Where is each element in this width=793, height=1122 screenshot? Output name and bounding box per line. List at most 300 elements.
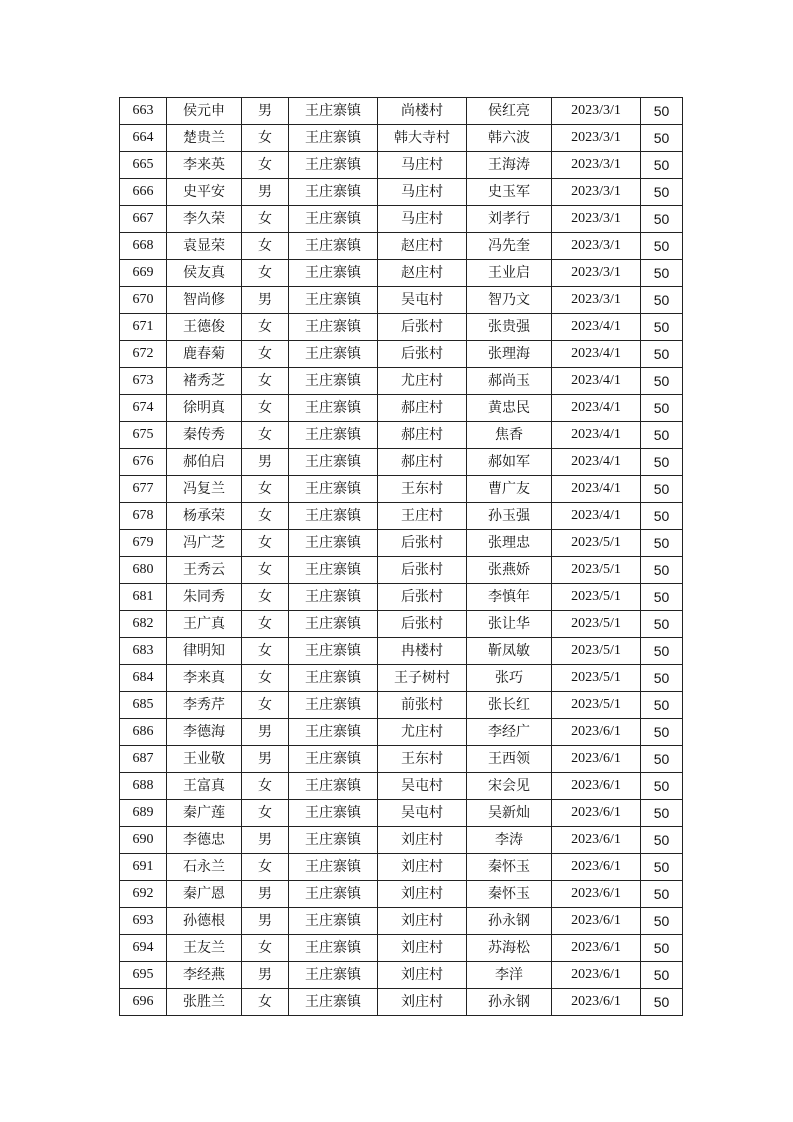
row-number-cell: 692 [120,881,167,908]
person-name-cell: 郝伯启 [167,449,242,476]
amount-cell: 50 [641,719,683,746]
amount-cell: 50 [641,395,683,422]
village-cell: 王东村 [378,476,467,503]
row-number-cell: 677 [120,476,167,503]
village-cell: 冉楼村 [378,638,467,665]
amount-cell: 50 [641,98,683,125]
person-name-cell: 李经燕 [167,962,242,989]
village-cell: 马庄村 [378,206,467,233]
row-number-cell: 683 [120,638,167,665]
amount-cell: 50 [641,449,683,476]
village-cell: 刘庄村 [378,908,467,935]
person-name-cell: 朱同秀 [167,584,242,611]
gender-cell: 女 [242,773,289,800]
town-cell: 王庄寨镇 [289,152,378,179]
town-cell: 王庄寨镇 [289,746,378,773]
village-cell: 尤庄村 [378,368,467,395]
row-number-cell: 678 [120,503,167,530]
person-name-cell: 王秀云 [167,557,242,584]
table-row [120,827,683,854]
town-cell: 王庄寨镇 [289,908,378,935]
agent-name-cell: 智乃文 [467,287,552,314]
town-cell: 王庄寨镇 [289,881,378,908]
amount-cell: 50 [641,260,683,287]
person-name-cell: 鹿春菊 [167,341,242,368]
person-name-cell: 冯复兰 [167,476,242,503]
town-cell: 王庄寨镇 [289,287,378,314]
amount-cell: 50 [641,773,683,800]
table-row [120,557,683,584]
person-name-cell: 冯广芝 [167,530,242,557]
village-cell: 王子树村 [378,665,467,692]
table-row [120,989,683,1016]
date-cell: 2023/5/1 [552,638,641,665]
row-number-cell: 689 [120,800,167,827]
table-row [120,206,683,233]
village-cell: 后张村 [378,557,467,584]
amount-cell: 50 [641,422,683,449]
table-row [120,881,683,908]
date-cell: 2023/6/1 [552,827,641,854]
agent-name-cell: 曹广友 [467,476,552,503]
person-name-cell: 杨承荣 [167,503,242,530]
town-cell: 王庄寨镇 [289,854,378,881]
row-number-cell: 676 [120,449,167,476]
table-row [120,908,683,935]
person-name-cell: 李久荣 [167,206,242,233]
agent-name-cell: 王西领 [467,746,552,773]
town-cell: 王庄寨镇 [289,368,378,395]
gender-cell: 男 [242,449,289,476]
person-name-cell: 徐明真 [167,395,242,422]
agent-name-cell: 李慎年 [467,584,552,611]
table-row [120,665,683,692]
date-cell: 2023/4/1 [552,314,641,341]
person-name-cell: 楚贵兰 [167,125,242,152]
person-name-cell: 王友兰 [167,935,242,962]
row-number-cell: 695 [120,962,167,989]
amount-cell: 50 [641,179,683,206]
agent-name-cell: 史玉军 [467,179,552,206]
person-name-cell: 秦广恩 [167,881,242,908]
row-number-cell: 680 [120,557,167,584]
gender-cell: 男 [242,719,289,746]
town-cell: 王庄寨镇 [289,422,378,449]
table-row [120,125,683,152]
table-row [120,98,683,125]
date-cell: 2023/3/1 [552,98,641,125]
person-name-cell: 王德俊 [167,314,242,341]
village-cell: 刘庄村 [378,854,467,881]
row-number-cell: 668 [120,233,167,260]
amount-cell: 50 [641,746,683,773]
village-cell: 马庄村 [378,152,467,179]
agent-name-cell: 张长红 [467,692,552,719]
gender-cell: 女 [242,800,289,827]
gender-cell: 女 [242,341,289,368]
row-number-cell: 682 [120,611,167,638]
agent-name-cell: 韩六波 [467,125,552,152]
village-cell: 后张村 [378,341,467,368]
table-row [120,962,683,989]
amount-cell: 50 [641,476,683,503]
row-number-cell: 684 [120,665,167,692]
gender-cell: 女 [242,368,289,395]
amount-cell: 50 [641,125,683,152]
agent-name-cell: 冯先奎 [467,233,552,260]
town-cell: 王庄寨镇 [289,611,378,638]
amount-cell: 50 [641,557,683,584]
table-row [120,719,683,746]
town-cell: 王庄寨镇 [289,206,378,233]
person-name-cell: 张胜兰 [167,989,242,1016]
village-cell: 吴屯村 [378,800,467,827]
gender-cell: 女 [242,557,289,584]
row-number-cell: 670 [120,287,167,314]
amount-cell: 50 [641,935,683,962]
table-row [120,611,683,638]
date-cell: 2023/4/1 [552,341,641,368]
gender-cell: 女 [242,665,289,692]
table-row [120,179,683,206]
row-number-cell: 696 [120,989,167,1016]
date-cell: 2023/3/1 [552,125,641,152]
town-cell: 王庄寨镇 [289,773,378,800]
gender-cell: 女 [242,692,289,719]
gender-cell: 男 [242,746,289,773]
row-number-cell: 665 [120,152,167,179]
date-cell: 2023/3/1 [552,287,641,314]
amount-cell: 50 [641,206,683,233]
village-cell: 赵庄村 [378,260,467,287]
village-cell: 刘庄村 [378,989,467,1016]
row-number-cell: 664 [120,125,167,152]
gender-cell: 女 [242,584,289,611]
table-row [120,584,683,611]
row-number-cell: 690 [120,827,167,854]
village-cell: 刘庄村 [378,962,467,989]
amount-cell: 50 [641,665,683,692]
row-number-cell: 693 [120,908,167,935]
gender-cell: 女 [242,233,289,260]
gender-cell: 女 [242,152,289,179]
table-row [120,233,683,260]
town-cell: 王庄寨镇 [289,503,378,530]
town-cell: 王庄寨镇 [289,449,378,476]
table-row [120,800,683,827]
table-row [120,854,683,881]
date-cell: 2023/6/1 [552,773,641,800]
table-row [120,341,683,368]
village-cell: 吴屯村 [378,773,467,800]
date-cell: 2023/4/1 [552,422,641,449]
person-name-cell: 王富真 [167,773,242,800]
agent-name-cell: 王业启 [467,260,552,287]
village-cell: 马庄村 [378,179,467,206]
town-cell: 王庄寨镇 [289,260,378,287]
village-cell: 后张村 [378,314,467,341]
gender-cell: 男 [242,827,289,854]
table-row [120,773,683,800]
date-cell: 2023/6/1 [552,800,641,827]
date-cell: 2023/4/1 [552,368,641,395]
date-cell: 2023/6/1 [552,881,641,908]
village-cell: 尚楼村 [378,98,467,125]
agent-name-cell: 王海涛 [467,152,552,179]
gender-cell: 女 [242,125,289,152]
row-number-cell: 666 [120,179,167,206]
row-number-cell: 675 [120,422,167,449]
agent-name-cell: 宋会见 [467,773,552,800]
agent-name-cell: 刘孝行 [467,206,552,233]
table-row [120,395,683,422]
gender-cell: 男 [242,908,289,935]
agent-name-cell: 苏海松 [467,935,552,962]
amount-cell: 50 [641,800,683,827]
date-cell: 2023/6/1 [552,962,641,989]
village-cell: 吴屯村 [378,287,467,314]
table-row [120,935,683,962]
date-cell: 2023/5/1 [552,665,641,692]
table-row [120,152,683,179]
agent-name-cell: 靳凤敏 [467,638,552,665]
row-number-cell: 679 [120,530,167,557]
gender-cell: 女 [242,611,289,638]
amount-cell: 50 [641,152,683,179]
date-cell: 2023/4/1 [552,503,641,530]
town-cell: 王庄寨镇 [289,692,378,719]
town-cell: 王庄寨镇 [289,125,378,152]
date-cell: 2023/6/1 [552,854,641,881]
amount-cell: 50 [641,611,683,638]
town-cell: 王庄寨镇 [289,935,378,962]
gender-cell: 女 [242,476,289,503]
agent-name-cell: 孙永钢 [467,989,552,1016]
agent-name-cell: 孙永钢 [467,908,552,935]
row-number-cell: 694 [120,935,167,962]
amount-cell: 50 [641,503,683,530]
agent-name-cell: 李经广 [467,719,552,746]
amount-cell: 50 [641,827,683,854]
amount-cell: 50 [641,962,683,989]
date-cell: 2023/6/1 [552,719,641,746]
person-name-cell: 李秀芹 [167,692,242,719]
amount-cell: 50 [641,584,683,611]
gender-cell: 女 [242,260,289,287]
agent-name-cell: 孙玉强 [467,503,552,530]
amount-cell: 50 [641,692,683,719]
town-cell: 王庄寨镇 [289,962,378,989]
town-cell: 王庄寨镇 [289,719,378,746]
town-cell: 王庄寨镇 [289,98,378,125]
amount-cell: 50 [641,287,683,314]
amount-cell: 50 [641,989,683,1016]
agent-name-cell: 郝如军 [467,449,552,476]
gender-cell: 女 [242,989,289,1016]
amount-cell: 50 [641,233,683,260]
date-cell: 2023/3/1 [552,152,641,179]
agent-name-cell: 张燕娇 [467,557,552,584]
town-cell: 王庄寨镇 [289,665,378,692]
agent-name-cell: 张让华 [467,611,552,638]
town-cell: 王庄寨镇 [289,557,378,584]
row-number-cell: 672 [120,341,167,368]
date-cell: 2023/5/1 [552,611,641,638]
gender-cell: 女 [242,530,289,557]
village-cell: 赵庄村 [378,233,467,260]
town-cell: 王庄寨镇 [289,476,378,503]
table-row [120,422,683,449]
row-number-cell: 663 [120,98,167,125]
agent-name-cell: 张巧 [467,665,552,692]
amount-cell: 50 [641,368,683,395]
person-name-cell: 石永兰 [167,854,242,881]
village-cell: 郝庄村 [378,449,467,476]
table-row [120,368,683,395]
table-row [120,503,683,530]
roster-table [119,97,683,1016]
gender-cell: 女 [242,395,289,422]
town-cell: 王庄寨镇 [289,800,378,827]
village-cell: 后张村 [378,530,467,557]
date-cell: 2023/5/1 [552,530,641,557]
date-cell: 2023/3/1 [552,206,641,233]
agent-name-cell: 吴新灿 [467,800,552,827]
person-name-cell: 褚秀芝 [167,368,242,395]
town-cell: 王庄寨镇 [289,179,378,206]
date-cell: 2023/3/1 [552,233,641,260]
person-name-cell: 李来英 [167,152,242,179]
agent-name-cell: 张理忠 [467,530,552,557]
row-number-cell: 671 [120,314,167,341]
village-cell: 王东村 [378,746,467,773]
person-name-cell: 李德海 [167,719,242,746]
amount-cell: 50 [641,638,683,665]
gender-cell: 男 [242,98,289,125]
agent-name-cell: 李洋 [467,962,552,989]
town-cell: 王庄寨镇 [289,827,378,854]
row-number-cell: 667 [120,206,167,233]
town-cell: 王庄寨镇 [289,989,378,1016]
person-name-cell: 李来真 [167,665,242,692]
row-number-cell: 669 [120,260,167,287]
date-cell: 2023/6/1 [552,908,641,935]
row-number-cell: 685 [120,692,167,719]
agent-name-cell: 秦怀玉 [467,881,552,908]
table-row [120,746,683,773]
date-cell: 2023/6/1 [552,746,641,773]
table-row [120,638,683,665]
amount-cell: 50 [641,530,683,557]
village-cell: 刘庄村 [378,827,467,854]
person-name-cell: 律明知 [167,638,242,665]
person-name-cell: 侯元申 [167,98,242,125]
village-cell: 后张村 [378,611,467,638]
town-cell: 王庄寨镇 [289,584,378,611]
agent-name-cell: 张贵强 [467,314,552,341]
amount-cell: 50 [641,854,683,881]
gender-cell: 女 [242,314,289,341]
gender-cell: 女 [242,935,289,962]
agent-name-cell: 侯红亮 [467,98,552,125]
person-name-cell: 王广真 [167,611,242,638]
row-number-cell: 691 [120,854,167,881]
agent-name-cell: 郝尚玉 [467,368,552,395]
agent-name-cell: 焦香 [467,422,552,449]
row-number-cell: 681 [120,584,167,611]
date-cell: 2023/3/1 [552,179,641,206]
date-cell: 2023/4/1 [552,395,641,422]
gender-cell: 女 [242,422,289,449]
person-name-cell: 王业敬 [167,746,242,773]
roster-table-body [120,98,683,1016]
person-name-cell: 秦传秀 [167,422,242,449]
gender-cell: 男 [242,881,289,908]
person-name-cell: 智尚修 [167,287,242,314]
village-cell: 前张村 [378,692,467,719]
table-row [120,530,683,557]
date-cell: 2023/5/1 [552,584,641,611]
gender-cell: 女 [242,854,289,881]
gender-cell: 女 [242,503,289,530]
table-row [120,314,683,341]
town-cell: 王庄寨镇 [289,395,378,422]
person-name-cell: 李德忠 [167,827,242,854]
person-name-cell: 史平安 [167,179,242,206]
row-number-cell: 673 [120,368,167,395]
row-number-cell: 688 [120,773,167,800]
row-number-cell: 687 [120,746,167,773]
agent-name-cell: 李涛 [467,827,552,854]
row-number-cell: 686 [120,719,167,746]
gender-cell: 男 [242,179,289,206]
town-cell: 王庄寨镇 [289,341,378,368]
amount-cell: 50 [641,314,683,341]
amount-cell: 50 [641,881,683,908]
agent-name-cell: 黄忠民 [467,395,552,422]
table-row [120,449,683,476]
town-cell: 王庄寨镇 [289,530,378,557]
village-cell: 刘庄村 [378,881,467,908]
village-cell: 郝庄村 [378,422,467,449]
town-cell: 王庄寨镇 [289,314,378,341]
date-cell: 2023/3/1 [552,260,641,287]
date-cell: 2023/4/1 [552,476,641,503]
date-cell: 2023/4/1 [552,449,641,476]
person-name-cell: 孙德根 [167,908,242,935]
table-row [120,260,683,287]
person-name-cell: 袁显荣 [167,233,242,260]
town-cell: 王庄寨镇 [289,638,378,665]
amount-cell: 50 [641,908,683,935]
person-name-cell: 侯友真 [167,260,242,287]
table-row [120,692,683,719]
village-cell: 韩大寺村 [378,125,467,152]
village-cell: 王庄村 [378,503,467,530]
date-cell: 2023/6/1 [552,989,641,1016]
amount-cell: 50 [641,341,683,368]
agent-name-cell: 张理海 [467,341,552,368]
row-number-cell: 674 [120,395,167,422]
table-row [120,287,683,314]
date-cell: 2023/5/1 [552,692,641,719]
table-row [120,476,683,503]
town-cell: 王庄寨镇 [289,233,378,260]
village-cell: 郝庄村 [378,395,467,422]
date-cell: 2023/6/1 [552,935,641,962]
village-cell: 刘庄村 [378,935,467,962]
village-cell: 尤庄村 [378,719,467,746]
